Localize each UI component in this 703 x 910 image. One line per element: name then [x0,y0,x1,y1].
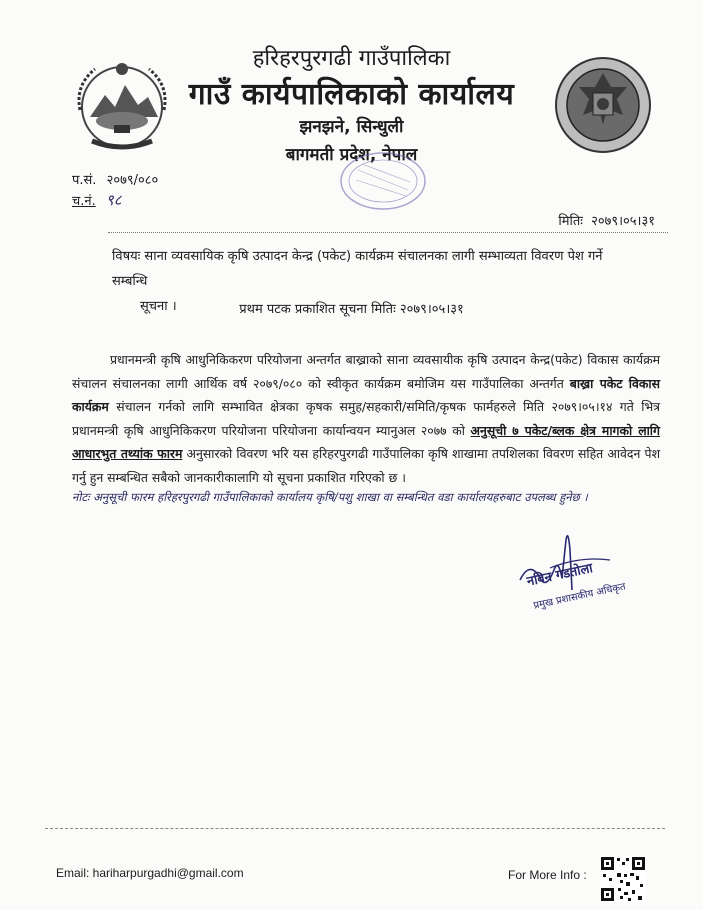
subject-label: विषयः [112,249,141,264]
reference-cn [72,190,122,210]
subject-line-1: साना व्यवसायिक कृषि उत्पादन केन्द्र (पकेट) कार्यक्रम संचालनका लागी सम्भाव्यता विवरण पेश गर्ने सम्बन्धि [112,249,603,289]
qr-code-icon[interactable] [600,856,646,902]
body-part-2: संचालन गर्नको लागि सम्भावित क्षेत्रका कृषक समुह/सहकारी/समिति/कृषक फार्महरुले मिति २०७९।०५।१४ गते भित्र प्रधानमन्त्री कृषि आधुनिकिकरण परियोजना परियोजना कार्यान्वयन म्यानुअल २०७७ को [72,399,660,438]
note: नोटः अनुसूची फारम हरिहरपुरगढी गाउँपालिकाको कार्यालय कृषि/पशु शाखा वा सम्बन्धित वडा कार्यालयहरुबाट उपलब्ध हुनेछ । [72,490,588,504]
body-part-3: अनुसारको विवरण भरि यस हरिहरपुरगढी गाउँपालिका कृषि शाखामा तपशिलका विवरण सहित आवेदन पेश गर्नु हुन सम्बन्धित सबैको जानकारीकालागि यो सूचना प्रकाशित गरिएको छ । [72,446,660,485]
office-stamp-icon [338,150,428,212]
first-publication-date: प्रथम पटक प्रकाशित सूचना मितिः २०७९।०५।३१ [239,302,464,317]
date-divider [108,232,668,233]
cn-value: ९८ [105,191,122,209]
signatory-title: प्रमुख प्रशासकीय अधिकृत [532,581,627,612]
office-title: गाउँ कार्यपालिकाको कार्यालय [188,77,515,112]
notice-body [72,348,660,489]
ps-value: २०७९/०८० [106,173,159,188]
date-label: मितिः [558,214,583,229]
body-bold-program: बाख्रा पकेट विकास कार्यक्रम [72,375,660,414]
ps-label: प.सं. [72,173,97,188]
address-line-1: झनझने, सिन्धुली [299,117,404,137]
cn-label: च.नं. [72,194,96,209]
footer-divider [45,828,665,829]
signatory-name: नविन गडतोला [525,561,595,590]
letter-date [558,211,655,229]
subject-line-2: सूचना । [140,299,177,314]
address-line-2: बागमती प्रदेश, नेपाल [285,145,418,165]
org-name: हरिहरपुरगढी गाउँपालिका [252,46,451,71]
footer-email: Email: hariharpurgadhi@gmail.com [56,866,244,880]
footer-more-info: For More Info : [508,868,587,882]
body-part-1: प्रधानमन्त्री कृषि आधुनिकिकरण परियोजना अन्तर्गत बाख्राको साना व्यवसायीक कृषि उत्पादन केन्द्र(पकेट) विकास कार्यक्रम संचालन संचालनका लागी आर्थिक वर्ष २०७९/०८० को स्वीकृत कार्यक्रम बमोजिम यस गाउँपालिका अन्तर्गत [72,352,660,391]
body-annex-reference: अनुसूची ७ पकेट/ब्लक क्षेत्र मागको लागि आधारभुत तथ्यांक फारम [72,422,660,461]
reference-ps [72,170,158,188]
date-value: २०७९।०५।३१ [591,214,655,229]
